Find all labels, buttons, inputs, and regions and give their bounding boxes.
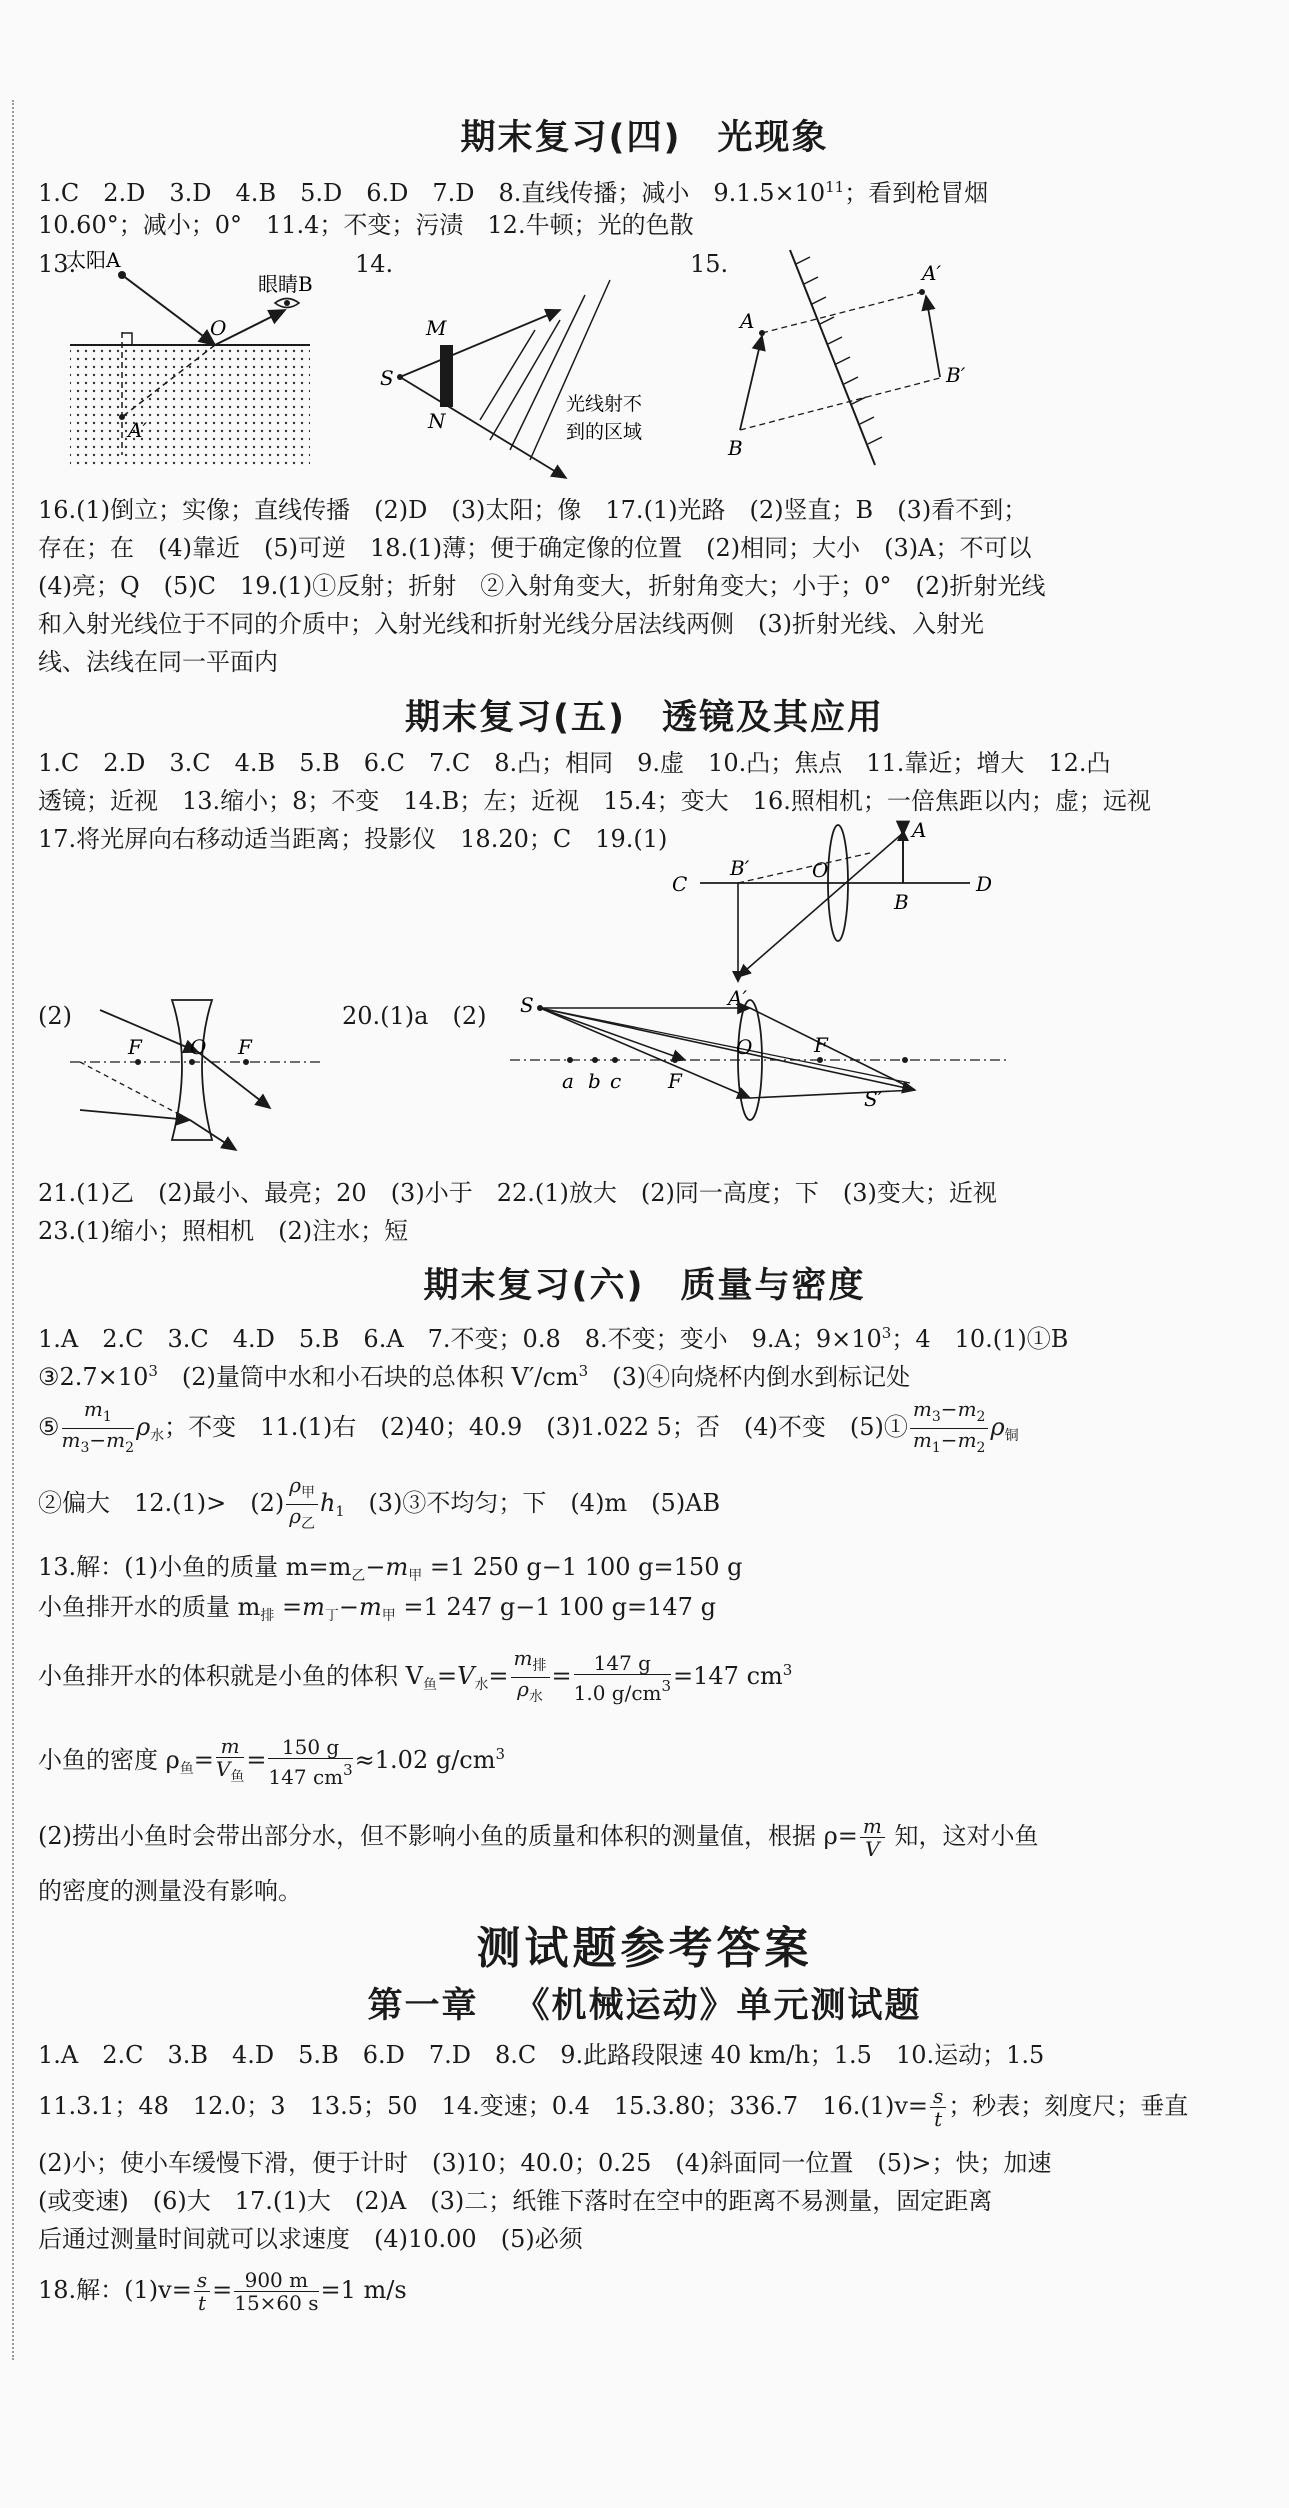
s6-line-7: 小鱼排开水的体积就是小鱼的体积 $V_鱼=V_水=$ $\frac{m_排}{\rho_水}$ = $\frac{147 g}{1.0 g/cm^3}$ =147 $cm^3$ — [38, 1646, 793, 1705]
svg-text:A: A — [740, 309, 755, 333]
svg-text:A′: A′ — [128, 418, 147, 442]
s4-line-2: 10.60°；减小；0° 11.4；不变；污渍 12.牛顿；光的色散 — [38, 211, 694, 239]
s5-line-4: 21.(1)乙 (2)最小、最亮；20 (3)小于 22.(1)放大 (2)同一高度；下 (3)变大；近视 — [38, 1179, 997, 1207]
svg-text:到的区域: 到的区域 — [566, 421, 643, 443]
svg-text:F: F — [238, 1035, 252, 1059]
svg-text:O: O — [812, 858, 829, 882]
s6-line-5: 13.解：(1)小鱼的质量 $m=m_乙-m_甲 =1$ 250 g−1 100 g=150 g — [38, 1553, 743, 1584]
svg-text:c: c — [610, 1069, 622, 1093]
section-title-5: 期末复习(五) 透镜及其应用 — [404, 698, 884, 738]
water-region — [70, 345, 310, 465]
fig13-number: 13. — [38, 250, 77, 278]
s6-line-9: (2)捞出小鱼时会带出部分水，但不影响小鱼的质量和体积的测量值，根据 ρ= $\frac{m}{V}$ 知，这对小鱼 — [38, 1814, 1039, 1861]
test-line-2: 11.3.1；48 12.0；3 13.5；50 14.变速；0.4 15.3.80；336.7 16.(1)v= $\frac{s}{t}$ ；秒表；刻度尺；垂直 — [38, 2084, 1189, 2131]
obstacle — [440, 345, 453, 407]
s6-line-2: $③2.7\times 10^3$ (2)量筒中水和小石块的总体积 $V'/cm^3$ (3)④向烧杯内倒水到标记处 — [38, 1362, 911, 1391]
section-title-6: 期末复习(六) 质量与密度 — [423, 1266, 866, 1306]
s6-line-8: 小鱼的密度 $\rho_鱼=$ $\frac{m}{V_鱼}$ = $\frac{150 g}{147 cm^3}$ ≈1.02 $g/cm^3$ — [38, 1734, 506, 1789]
test-answers-title: 测试题参考答案 — [476, 1923, 813, 1974]
svg-text:b: b — [588, 1069, 601, 1093]
test-line-3: (2)小；使小车缓慢下滑，便于计时 (3)10；40.0；0.25 (4)斜面同一位置 (5)>；快；加速 — [38, 2149, 1052, 2177]
svg-text:眼睛B: 眼睛B — [258, 272, 313, 296]
s6-line-3: ⑤ $\frac{m_1}{m_3-m_2}$ $\rho_水$；不变 11.(1)右 (2)40；40.9 (3)1.022 5；否 (4)不变 (5)① $\frac{m_3-m_2}{m_1-m_2}$ $\rho_铜$ — [38, 1397, 1019, 1456]
fig20-diagram — [500, 988, 1020, 1128]
fig14-diagram — [360, 250, 660, 490]
s6-line-10: 的密度的测量没有影响。 — [38, 1877, 302, 1905]
section-title-4: 期末复习(四) 光现象 — [460, 118, 829, 158]
svg-text:太阳A: 太阳A — [66, 248, 121, 272]
s4-para-5: 线、法线在同一平面内 — [38, 648, 278, 676]
svg-text:N: N — [428, 409, 446, 433]
s5-line-3: 17.将光屏向右移动适当距离；投影仪 18.20；C 19.(1) — [38, 825, 668, 853]
fig19-convex-lens-diagram — [670, 815, 1010, 1005]
svg-text:A′: A′ — [728, 986, 747, 1005]
svg-text:A: A — [912, 818, 927, 842]
fig15-diagram — [700, 240, 990, 480]
s5-line-1: 1.C 2.D 3.C 4.B 5.B 6.C 7.C 8.凸；相同 9.虚 10.凸；焦点 11.靠近；增大 12.凸 — [38, 749, 1111, 777]
test-line-4: (或变速) (6)大 17.(1)大 (2)A (3)二；纸锥下落时在空中的距离不易测量，固定距离 — [38, 2187, 993, 2215]
mirror — [790, 250, 875, 465]
svg-text:F: F — [668, 1069, 682, 1093]
chapter-1-title: 第一章 《机械运动》单元测试题 — [367, 1986, 922, 2026]
svg-text:C: C — [672, 872, 688, 896]
svg-text:D: D — [976, 872, 993, 896]
svg-text:F: F — [128, 1035, 142, 1059]
test-line-1: 1.A 2.C 3.B 4.D 5.B 6.D 7.D 8.C 9.此路段限速 40 km/h；1.5 10.运动；1.5 — [38, 2041, 1045, 2069]
fig19b-concave-lens-diagram — [60, 990, 330, 1160]
svg-text:O: O — [190, 1035, 207, 1059]
s4-para-4: 和入射光线位于不同的介质中；入射光线和折射光线分居法线两侧 (3)折射光线、入射光 — [38, 610, 984, 638]
svg-text:F: F — [814, 1033, 828, 1057]
svg-text:B′: B′ — [946, 363, 966, 387]
svg-text:光线射不: 光线射不 — [566, 393, 643, 415]
svg-text:S′: S′ — [864, 1087, 883, 1111]
svg-text:B: B — [894, 890, 909, 914]
svg-text:B′: B′ — [730, 856, 750, 880]
svg-text:O: O — [736, 1035, 753, 1059]
fig15-number: 15. — [690, 250, 729, 278]
fig13-diagram — [60, 245, 320, 475]
svg-text:O: O — [210, 316, 227, 340]
svg-text:a: a — [562, 1069, 574, 1093]
test-line-5: 后通过测量时间就可以求速度 (4)10.00 (5)必须 — [38, 2225, 583, 2253]
s6-line-6: 小鱼排开水的质量 $m_排 =m_丁-m_甲 =1$ 247 g−1 100 g=147 g — [38, 1593, 716, 1624]
s4-para-2: 存在；在 (4)靠近 (5)可逆 18.(1)薄；便于确定像的位置 (2)相同；大小 (3)A；不可以 — [38, 534, 1032, 562]
s4-line-1: 1.C 2.D 3.D 4.B 5.D 6.D 7.D 8.直线传播；减小 $9.1.5\times 10^{11}$；看到枪冒烟 — [38, 178, 989, 207]
fig19b-number: (2) — [38, 1002, 72, 1030]
s5-line-5: 23.(1)缩小；照相机 (2)注水；短 — [38, 1217, 409, 1245]
svg-text:B: B — [728, 436, 743, 460]
s5-line-2: 透镜；近视 13.缩小；8；不变 14.B；左；近视 15.4；变大 16.照相机；一倍焦距以内；虚；远视 — [38, 787, 1151, 815]
svg-text:S: S — [520, 993, 534, 1017]
svg-text:M: M — [426, 316, 447, 340]
svg-text:S: S — [380, 366, 394, 390]
fig20-number: 20.(1)a (2) — [342, 1002, 487, 1030]
s4-para-1: 16.(1)倒立；实像；直线传播 (2)D (3)太阳；像 17.(1)光路 (2)竖直；B (3)看不到； — [38, 496, 1028, 524]
s6-line-1: 1.A 2.C 3.C 4.D 5.B 6.A 7.不变；0.8 8.不变；变小 9.A；$9\times 10^3$；4 10.(1)①B — [38, 1324, 1069, 1353]
svg-text:A′: A′ — [922, 261, 941, 285]
s6-line-4: ②偏大 12.(1)> (2) $\frac{\rho_甲}{\rho_乙}$ $h_1$ (3)③不均匀；下 (4)m (5)AB — [38, 1473, 721, 1532]
s4-para-3: (4)亮；Q (5)C 19.(1)①反射；折射 ②入射角变大，折射角变大；小于；0° (2)折射光线 — [38, 572, 1046, 600]
test-line-6: 18.解：(1)v= $\frac{s}{t}$ = $\frac{900 m}{15\times 60 s}$ =1 m/s — [38, 2268, 407, 2315]
fig14-number: 14. — [355, 250, 394, 278]
